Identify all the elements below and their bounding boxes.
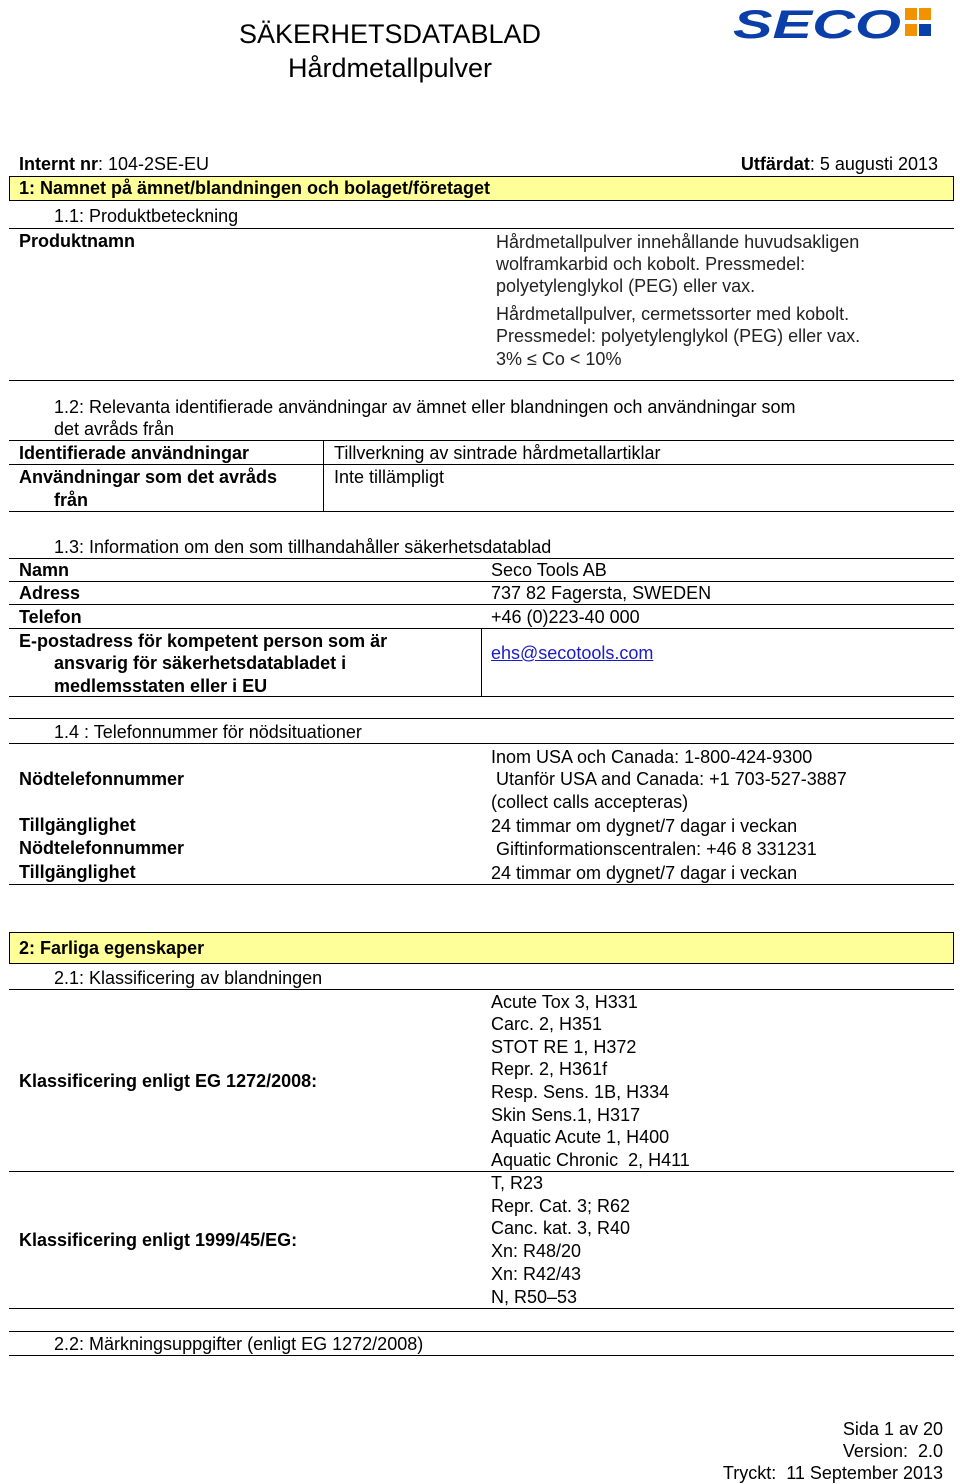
clp-classification-label: Klassificering enligt EG 1272/2008:	[19, 1071, 318, 1091]
supplier-phone-value: +46 (0)223-40 000	[491, 607, 640, 627]
identified-uses-value: Tillverkning av sintrade hårdmetallartiklar	[334, 443, 661, 463]
emergency-phone-line-2: Utanför USA and Canada: +1 703-527-3887	[491, 769, 847, 789]
s22-heading: 2.2: Märkningsuppgifter (enligt EG 1272/2008)	[54, 1334, 424, 1354]
product-name-line-5: Pressmedel: polyetylenglykol (PEG) eller vax.	[496, 326, 861, 346]
s11-heading: 1.1: Produktbeteckning	[54, 206, 239, 226]
dpd-item: Canc. kat. 3, R40	[491, 1218, 631, 1238]
product-name-line-3: polyetylenglykol (PEG) eller vax.	[496, 276, 756, 296]
issue-date-value: : 5 augusti 2013	[809, 154, 938, 174]
identified-uses-label: Identifierade användningar	[19, 443, 250, 463]
seco-logo-text: SECO	[733, 6, 901, 42]
email-label-line-2: ansvarig för säkerhetsdatabladet i	[54, 653, 347, 673]
supplier-name-label: Namn	[19, 560, 70, 580]
clp-item: STOT RE 1, H372	[491, 1037, 637, 1057]
advised-against-label-line-1: Användningar som det avråds	[19, 467, 278, 487]
availability-value: 24 timmar om dygnet/7 dagar i veckan	[491, 816, 798, 836]
dpd-item: Xn: R48/20	[491, 1241, 582, 1261]
s13-heading: 1.3: Information om den som tillhandahåller säkerhetsdatablad	[54, 537, 552, 557]
clp-item: Repr. 2, H361f	[491, 1059, 608, 1079]
seco-logo	[733, 6, 933, 42]
dpd-item: Xn: R42/43	[491, 1264, 582, 1284]
clp-item: Aquatic Acute 1, H400	[491, 1127, 670, 1147]
internal-number-label: Internt nr	[19, 154, 98, 174]
dpd-item: T, R23	[491, 1173, 544, 1193]
document-subtitle: Hårdmetallpulver	[287, 53, 493, 83]
email-label-line-1: E-postadress för kompetent person som är	[19, 631, 388, 651]
supplier-address-value: 737 82 Fagersta, SWEDEN	[491, 583, 712, 603]
s21-heading: 2.1: Klassificering av blandningen	[54, 968, 323, 988]
emergency-phone-2-label: Nödtelefonnummer	[19, 838, 185, 858]
issue-date-label: Utfärdat	[740, 154, 810, 174]
dpd-item: N, R50–53	[491, 1287, 578, 1307]
availability-2-value: 24 timmar om dygnet/7 dagar i veckan	[491, 863, 798, 883]
emergency-phone-line-1: Inom USA och Canada: 1-800-424-9300	[491, 747, 813, 767]
page-number: Sida 1 av 20	[842, 1419, 943, 1439]
advised-against-value: Inte tillämpligt	[334, 467, 445, 487]
product-name-line-6: 3% ≤ Co < 10%	[496, 349, 622, 369]
document-title: SÄKERHETSDATABLAD	[238, 19, 542, 49]
s12-heading-line-1: 1.2: Relevanta identifierade användningar av ämnet eller blandningen och användningar som	[54, 397, 796, 417]
supplier-address-label: Adress	[19, 583, 81, 603]
dpd-item: Repr. Cat. 3; R62	[491, 1196, 631, 1216]
clp-item: Skin Sens.1, H317	[491, 1105, 641, 1125]
email-link[interactable]: ehs@secotools.com	[491, 643, 654, 663]
advised-against-label-line-2: från	[54, 490, 89, 510]
clp-item: Carc. 2, H351	[491, 1014, 603, 1034]
print-date: Tryckt: 11 September 2013	[722, 1463, 943, 1483]
product-name-line-1: Hårdmetallpulver innehållande huvudsakligen	[496, 232, 860, 252]
supplier-name-value: Seco Tools AB	[491, 560, 607, 580]
clp-item: Resp. Sens. 1B, H334	[491, 1082, 670, 1102]
emergency-phone-2-value: Giftinformationscentralen: +46 8 331231	[491, 839, 817, 859]
section1-heading: 1: Namnet på ämnet/blandningen och bolaget/företaget	[19, 178, 491, 198]
dpd-classification-label: Klassificering enligt 1999/45/EG:	[19, 1230, 298, 1250]
emergency-phone-label: Nödtelefonnummer	[19, 769, 185, 789]
email-label-line-3: medlemsstaten eller i EU	[54, 676, 268, 696]
issue-date	[741, 153, 938, 175]
emergency-phone-line-3: (collect calls accepteras)	[491, 792, 689, 812]
section2-heading: 2: Farliga egenskaper	[19, 938, 205, 958]
internal-number	[19, 153, 209, 175]
s14-heading: 1.4 : Telefonnummer för nödsituationer	[54, 722, 362, 742]
supplier-phone-label: Telefon	[19, 607, 82, 627]
version: Version: 2.0	[842, 1441, 943, 1461]
product-name-line-4: Hårdmetallpulver, cermetssorter med kobolt.	[496, 304, 850, 324]
s12-heading-line-2: det avråds från	[54, 419, 175, 439]
availability-label: Tillgänglighet	[19, 815, 136, 835]
internal-number-value: : 104-2SE-EU	[98, 154, 210, 174]
product-name-line-2: wolframkarbid och kobolt. Pressmedel:	[496, 254, 806, 274]
clp-item: Acute Tox 3, H331	[491, 992, 638, 1012]
clp-item: Aquatic Chronic 2, H411	[491, 1150, 690, 1170]
availability-2-label: Tillgänglighet	[19, 862, 136, 882]
product-name-label: Produktnamn	[19, 231, 136, 251]
